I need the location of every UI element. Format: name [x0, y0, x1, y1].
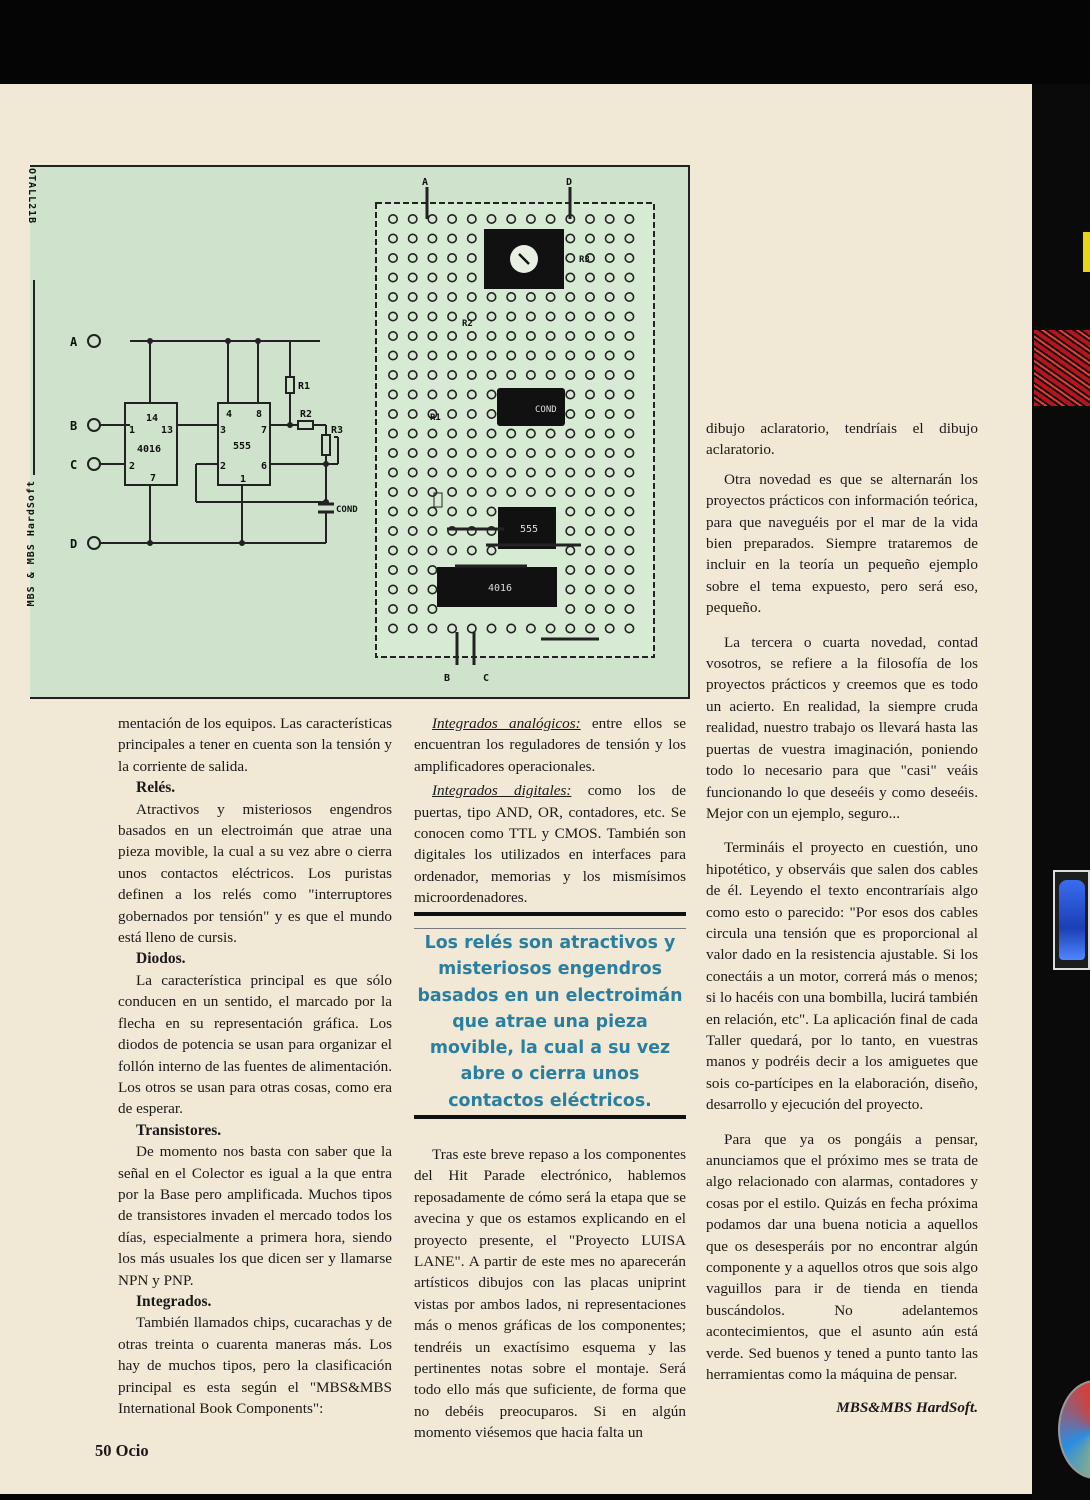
paragraph: Otra novedad es que se alternarán los proyectos prácticos con información teórica, para que naveguéis por el mar de la vida bien preparados. Siempre trataremos de incluir en la teoría un pequeño ejemplo sobre el tema expuesto, pero será eso, pequeño.	[706, 470, 978, 617]
schematic-r3-label: R3	[331, 425, 344, 436]
pin-label: 14	[146, 413, 159, 424]
article-column-1	[118, 713, 392, 1419]
schematic-ic-4016-label: 4016	[137, 444, 162, 455]
circuit-figure	[30, 165, 690, 699]
figure-side-label-bottom: MBS & MBS HardSoft	[26, 480, 37, 607]
board-label-4016: 4016	[488, 583, 513, 594]
paragraph: Atractivos y misteriosos engendros basados en un electroimán que atrae una pieza movible, la cual a su vez abre o cierra unos contactos eléctricos. Los puristas definen a los relés como "interruptores gobernados por tensión" y es que el mundo está lleno de cursis.	[118, 800, 392, 947]
term-analog-text: entre ellos se encuentran los reguladores de tensión y los amplificadores operacionales.	[414, 715, 686, 775]
term-digital: Integrados digitales:	[432, 782, 572, 800]
adjacent-page-robot-image	[1053, 870, 1090, 970]
paragraph: dibujo aclaratorio, tendríais el dibujo aclaratorio.	[706, 420, 978, 459]
paragraph: También llamados chips, cucarachas y de otras treinta o cuarenta maneras más. Los hay de muchos tipos, pero la clasificación principal es esta según el "MBS&MBS International Book Components":	[118, 1314, 392, 1417]
paragraph: La característica principal es que sólo conducen en un sentido, el marcado por la flecha en su representación gráfica. Los diodos de potencia se usan para organizar el follón interno de las fuentes de alimentación. Los otros se usan para otras cosas, como era de esperar.	[118, 971, 392, 1118]
pin-label: 2	[220, 461, 227, 472]
paragraph-analog	[414, 713, 686, 777]
pin-label: 7	[150, 473, 157, 484]
board-label-555: 555	[520, 524, 539, 535]
paragraph: Tras este breve repaso a los componentes del Hit Parade electrónico, hablemos reposadamente de cómo será la etapa que se avecina y que os estamos explicando en el proyecto presente, el "Proyecto LUISA LANE". A partir de este mes no aparecerán artísticos dibujos con las placas uniprint vistas por ambos lados, ni representaciones más o menos gráficas de los componentes; tendréis un exactísimo esquema y las pertinentes notas sobre el montaje. Será todo ello más que suficiente, de forma que no debéis preocuparos. Si en algún momento viésemos que hacia falta un	[414, 1146, 686, 1442]
article-column-3	[706, 418, 978, 1419]
schematic-r3	[322, 435, 330, 455]
paragraph-digital	[414, 780, 686, 908]
board-label-r1: R1	[430, 413, 441, 423]
pin-label: 3	[220, 425, 227, 436]
board-terminal-c: C	[483, 673, 490, 684]
pin-label: 7	[261, 425, 268, 436]
board-terminal-a: A	[422, 177, 429, 188]
schematic-ic-555-label: 555	[233, 441, 252, 452]
article-column-2-lower	[414, 1144, 686, 1444]
pin-label: 2	[129, 461, 136, 472]
author-signature: MBS&MBS HardSoft.	[836, 1399, 978, 1417]
pin-label: 1	[129, 425, 136, 436]
pin-label: 13	[161, 425, 174, 436]
schematic-label-b: B	[70, 419, 78, 433]
adjacent-page-title-fragment	[1083, 232, 1090, 272]
subheading-transistores: Transistores.	[136, 1121, 222, 1139]
schematic-r2	[298, 421, 313, 429]
paragraph: La tercera o cuarta novedad, contad vosotros, se refiere a la filosofía de los proyectos prácticos y creemos que es todo un acierto. En realidad, la siempre cruda realidad, nuestro trabajo os llevará hasta las puertas de vuestra imaginación, poniendo todo lo necesario para que "casi" veáis funcionando lo que deseéis y como deseéis. Mejor con un ejemplo, seguro...	[706, 633, 978, 822]
figure-side-rule	[33, 280, 35, 475]
subheading-reles: Relés.	[136, 779, 176, 797]
pin-label: 4	[226, 409, 233, 420]
pull-quote-top-rule	[414, 912, 686, 916]
circuit-figure-drawing	[30, 167, 688, 697]
terminal-b	[88, 419, 100, 431]
term-digital-text: como los de puertas, tipo AND, OR, contadores, etc. Se conocen como TTL y CMOS. También son digitales los utilizados en interfaces para ordenador, memorias y los mismísimos microordenadores.	[414, 782, 686, 907]
adjacent-page-pattern-image	[1034, 330, 1090, 406]
board-label-cond: COND	[535, 405, 557, 415]
page-folio: 50 Ocio	[95, 1441, 149, 1460]
board-label-r2: R2	[462, 319, 473, 329]
schematic-label-c: C	[70, 458, 78, 472]
pin-label: 6	[261, 461, 268, 472]
pin-label: 8	[256, 409, 263, 420]
board-label-r3: R3	[579, 255, 590, 265]
term-analog: Integrados analógicos:	[432, 715, 581, 732]
pull-quote-thin-rule	[414, 928, 686, 929]
article-column-2	[414, 713, 686, 909]
schematic-r2-label: R2	[300, 409, 313, 420]
schematic-label-a: A	[70, 335, 78, 349]
schematic	[88, 335, 338, 549]
paragraph: De momento nos basta con saber que la señal en el Colector es igual a la que entra por la Base pero amplificada. Muchos tipos de transistores invaden el mercado todos los días, especialmente a primera hora, siendo los más usuales los que dicen ser y llamarse NPN y PNP.	[118, 1143, 392, 1289]
subheading-diodos: Diodos.	[136, 950, 186, 968]
subheading-integrados: Integrados.	[136, 1292, 212, 1310]
terminal-d	[88, 537, 100, 549]
paragraph: Para que ya os pongáis a pensar, anunciamos que el próximo mes se trata de algo relacionado con alarmas, contadores y cosas por el estilo. Quizás en fecha próxima podamos dar una buena noticia a aquellos que os desesperáis por no encontrar algún componente y a aquellos otros que sois algo vaguillos para ir de tienda en tienda buscándolos. No adelantemos acontecimientos, que el asunto aún está verde. Sed buenos y tened a punto tanto las herramientas como la máquina de pensar.	[706, 1130, 978, 1384]
adjacent-page-strip	[1032, 84, 1090, 1500]
schematic-r1	[286, 377, 294, 393]
uniprint-board	[376, 187, 654, 665]
schematic-label-d: D	[70, 537, 78, 551]
board-terminal-b: B	[444, 673, 451, 684]
schematic-cond-label: COND	[336, 505, 358, 515]
pin-label: 1	[240, 474, 247, 485]
paragraph: mentación de los equipos. Las características principales a tener en cuenta son la tensión y la corriente de salida.	[118, 715, 392, 775]
schematic-r1-label: R1	[298, 381, 311, 392]
paragraph: Termináis el proyecto en cuestión, uno hipotético, y observáis que salen dos cables de él. Leyendo el texto encontraríais algo como esto o parecido: "Por esos dos cables circula una tensión que es proporcional al valor dado en la resistencia ajustable. Si los conectáis a un motor, correrá más o menos; si lo hacéis con una bombilla, lucirá también en relación, etc". La aplicación final de cada Taller quedará, por lo tanto, en vuestras manos y podréis decir a los amiguetes que sois co-partícipes en la elaboración, diseño, desarrollo y ejecución del proyecto.	[706, 839, 978, 1114]
pull-quote-bottom-rule	[414, 1115, 686, 1119]
board-terminal-d: D	[566, 177, 573, 188]
terminal-c	[88, 458, 100, 470]
terminal-a	[88, 335, 100, 347]
figure-side-label-top: OTALL21B	[26, 168, 37, 225]
pull-quote: Los relés son atractivos y misteriosos engendros basados en un electroimán que atrae una pieza movible, la cual a su vez abre o cierra unos contactos eléctricos.	[417, 933, 683, 1111]
